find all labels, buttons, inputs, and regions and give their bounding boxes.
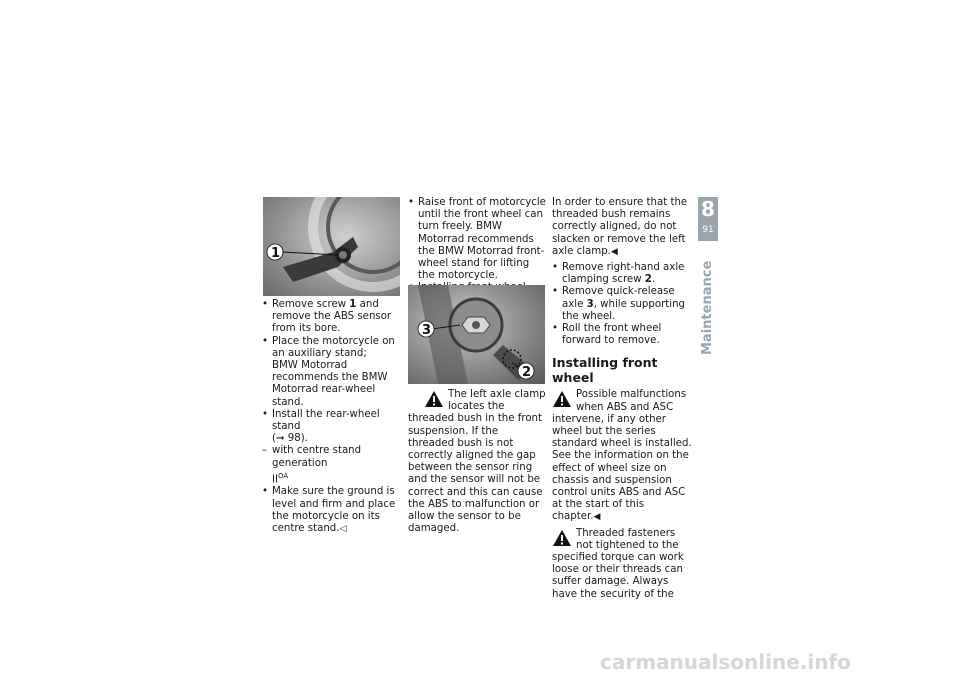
warning-text: Threaded fasteners not tightened to the specified torque can work loose or their threads can suffer damage. Always have the security of the	[552, 527, 684, 600]
step-remove-clamp-screw	[552, 262, 692, 286]
warning-text: The left axle clamp locates the threaded bush in the front suspension. If the threaded bush is not correctly aligned the gap between the sensor ring and the sensor will not be correct and this can cause the ABS to malfunction or allow the sensor to be damaged.	[408, 389, 546, 535]
warning-text: Possible malfunctions when ABS and ASC intervene, if any other wheel but the series standard wheel is installed.	[552, 389, 692, 450]
option-code: II	[272, 474, 279, 486]
chapter-title: Maintenance	[700, 260, 715, 355]
step-place-stand	[262, 336, 402, 409]
column-3	[552, 197, 692, 601]
column-1	[262, 299, 402, 535]
warning-triangle-icon	[552, 529, 572, 547]
step-text: Install the rear-wheel stand	[272, 408, 380, 433]
watermark: carmanualsonline.info	[600, 650, 851, 674]
step-text: Remove quick-release axle	[562, 286, 675, 310]
step-text: and remove the ABS sensor from its bore.	[272, 299, 392, 335]
warning-triangle-icon	[424, 390, 444, 408]
end-mark: ◀	[593, 512, 601, 523]
abs-sensor-photo	[263, 197, 400, 296]
step-raise-front	[408, 197, 546, 282]
end-mark: ◁	[339, 524, 347, 535]
step-remove-screw	[262, 299, 402, 336]
step-text: Make sure the ground is level and firm and place the motorcycle on its centre stand.	[272, 486, 396, 535]
callout-2: 2	[522, 365, 532, 380]
step-remove-axle	[552, 286, 692, 323]
part-ref-1: 1	[349, 299, 357, 310]
step-install-rear-stand	[262, 409, 402, 446]
option-centre-stand	[262, 445, 402, 486]
step-centre-stand	[262, 486, 402, 535]
warning-abs-asc	[552, 389, 692, 523]
step-text: Place the motorcycle on an auxiliary stand;	[272, 335, 395, 359]
section-heading: Installing front wheel	[552, 355, 658, 386]
chapter-number: 8	[701, 197, 715, 221]
step-text: , while supporting the wheel.	[562, 298, 686, 322]
axle-clamp-photo	[408, 285, 545, 384]
step-note: BMW Motorrad recommends the BMW Motorrad rear-wheel stand.	[272, 360, 388, 408]
step-text: .	[651, 274, 656, 286]
step-text: Roll the front wheel forward to remove.	[562, 323, 662, 347]
page-reference-link[interactable]: (➞ 98).	[272, 433, 308, 445]
warning-info: See the information on the effect of wheel size on chassis and suspension control units ABS and ASC at the start of this chapter.	[552, 450, 689, 523]
part-ref-3: 3	[586, 298, 594, 310]
step-text: Remove screw	[272, 299, 350, 310]
option-label: with centre stand generation	[272, 445, 362, 469]
step-text: Remove right-hand axle clamping screw	[562, 262, 685, 286]
warning-triangle-icon	[552, 390, 572, 408]
page-number: 91	[702, 225, 714, 235]
intro-text: In order to ensure that the threaded bush remains correctly aligned, do not slacken or remove the left axle clamp.	[552, 197, 688, 257]
part-ref-2: 2	[644, 274, 652, 286]
callout-1: 1	[271, 246, 281, 261]
column-2-warning	[408, 389, 546, 535]
option-code-sup: OA	[278, 471, 289, 480]
intro-paragraph	[552, 197, 692, 258]
callout-3: 3	[422, 323, 432, 338]
warning-axle-clamp	[408, 389, 546, 535]
end-mark: ◀	[610, 246, 618, 257]
step-text: Raise front of motorcycle until the front wheel can turn freely. BMW Motorrad recommends the BMW Motorrad front-wheel stand for lifting the motorcycle.	[418, 197, 546, 282]
step-roll-wheel	[552, 323, 692, 347]
warning-fasteners	[552, 528, 692, 601]
